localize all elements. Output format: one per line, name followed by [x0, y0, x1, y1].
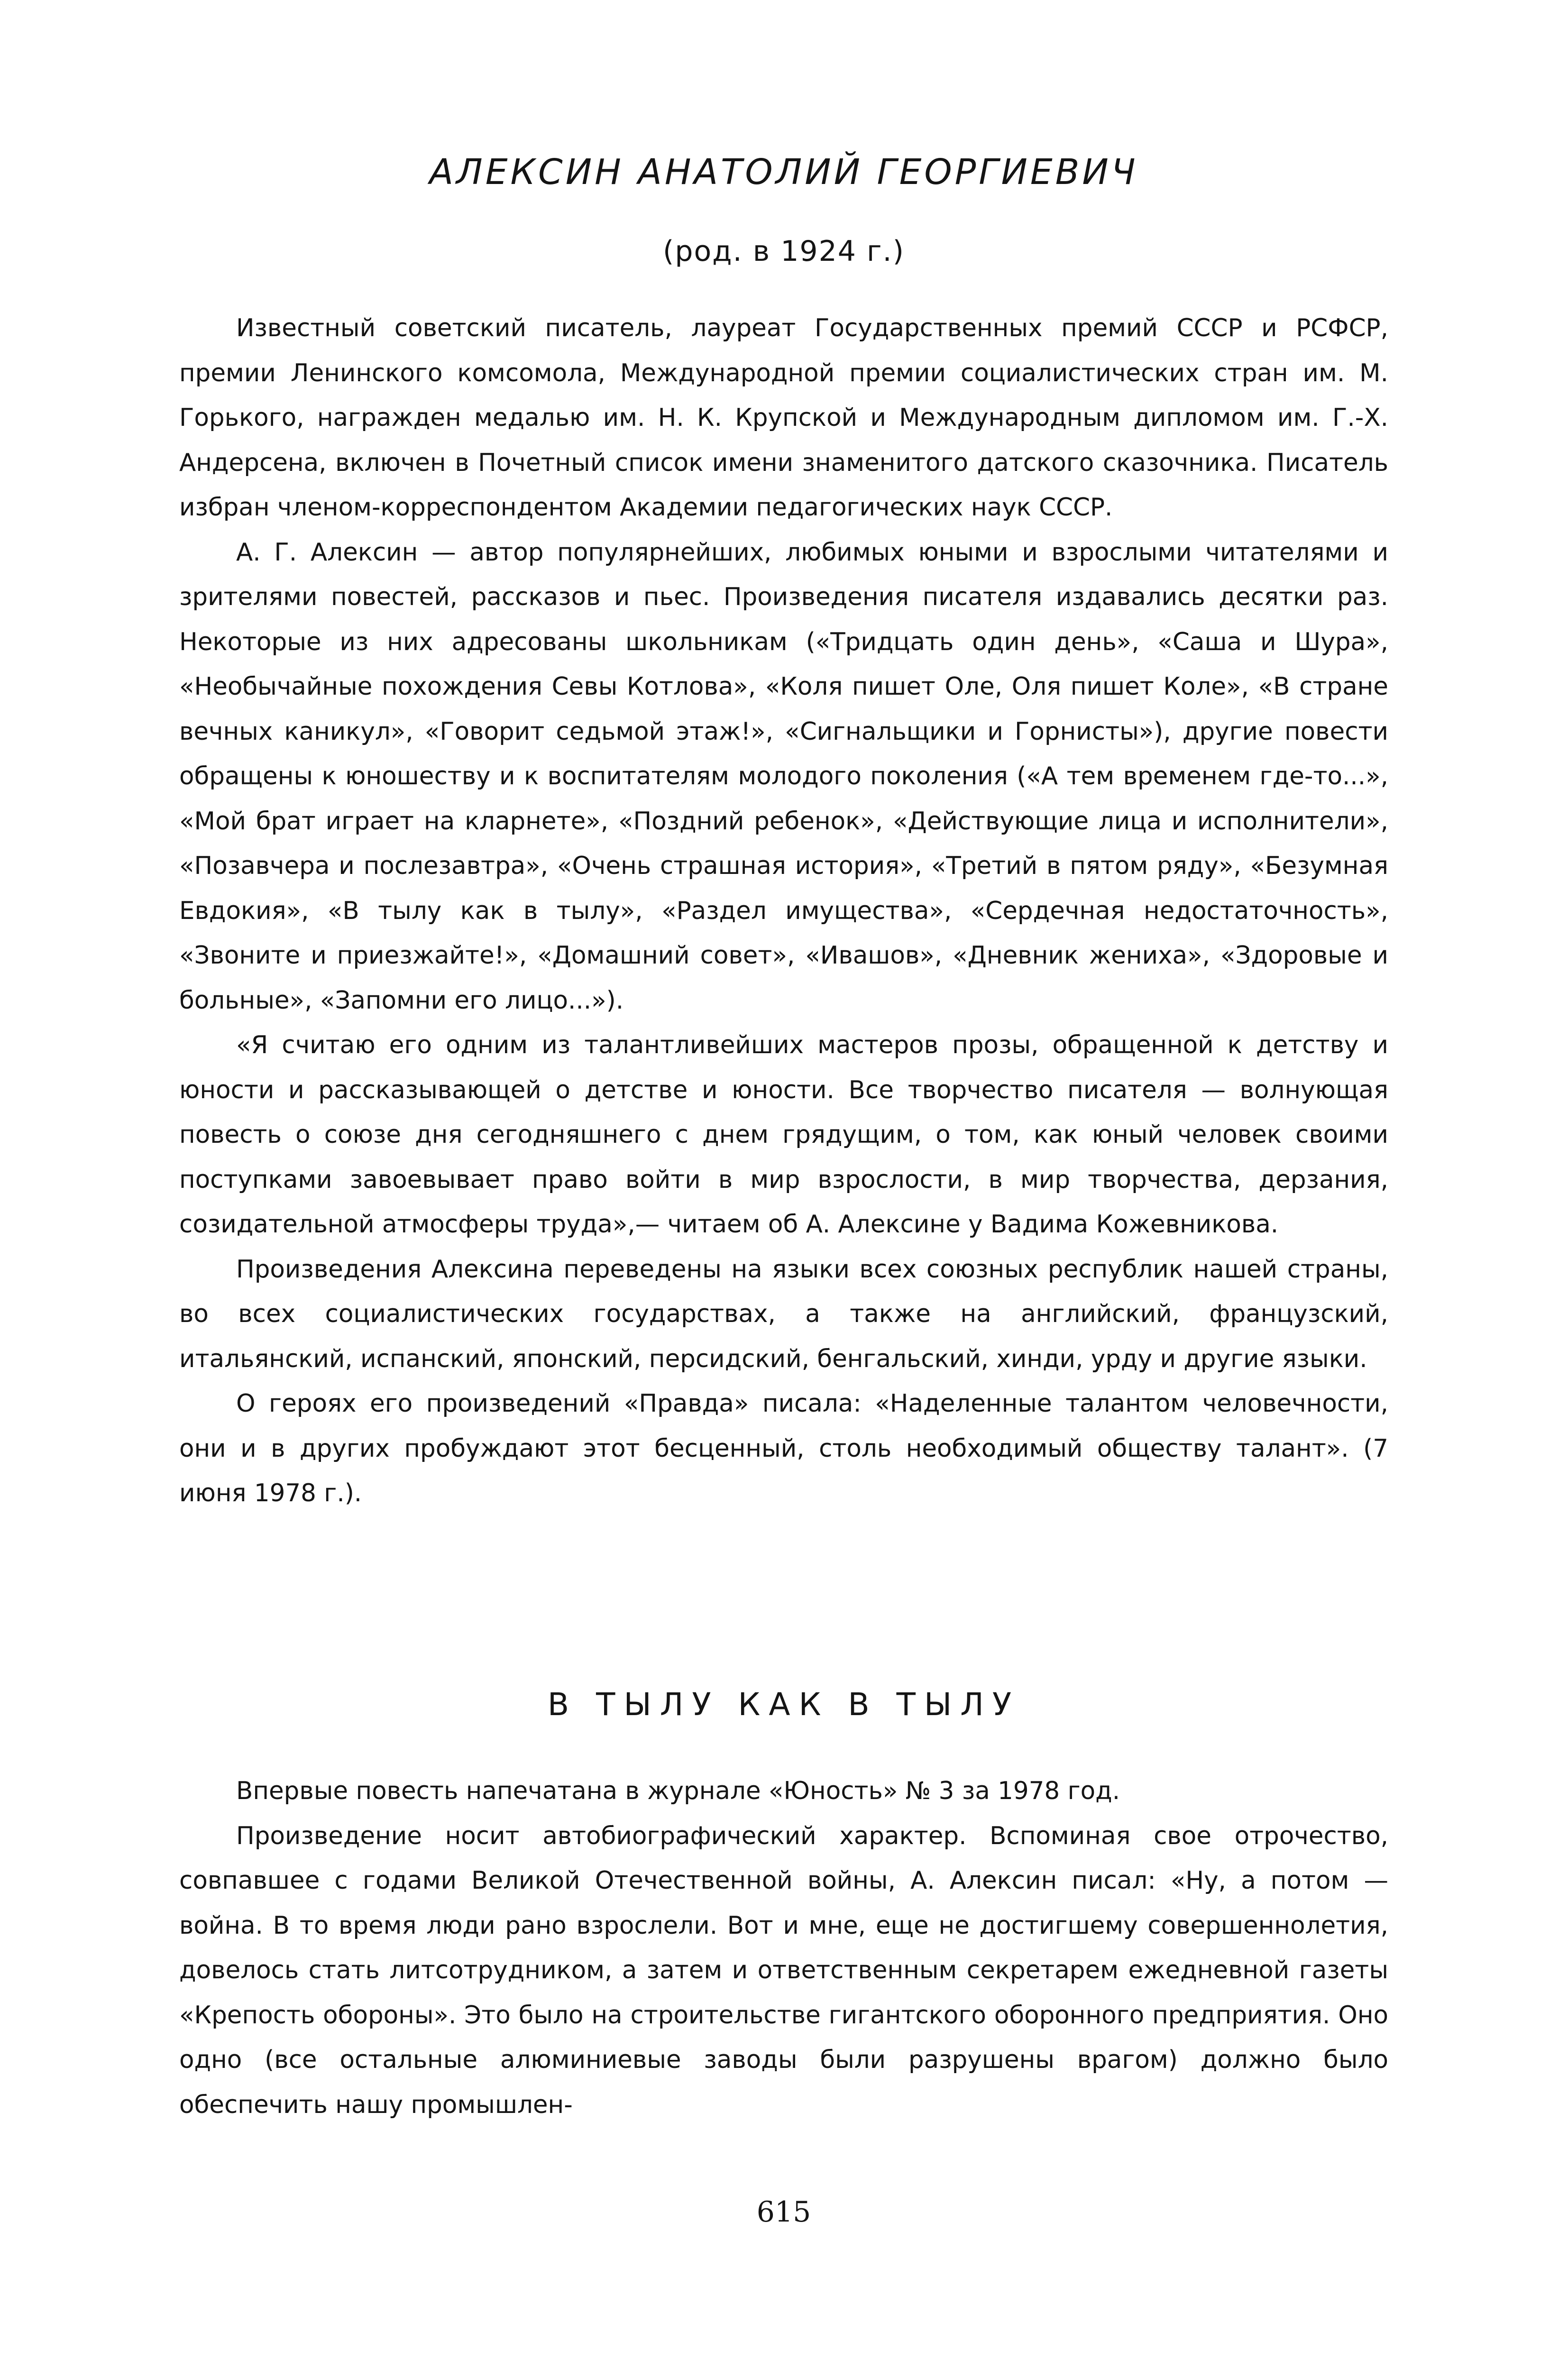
author-name-heading: АЛЕКСИН АНАТОЛИЙ ГЕОРГИЕВИЧ — [429, 152, 1138, 193]
work-note-paragraph: Произведение носит автобиографический характер. Вспоминая свое отрочество, совпавшее с годами Великой Отечественной войны, А. Алексин писал: «Ну, а потом — война. В то время люди рано взрослели. Вот и мне, еще не достигшему совершеннолетия, довелось стать литсотрудником, а затем и ответственным секретарем ежедневной газеты «Крепость обороны». Это было на строительстве гигантского оборонного предприятия. Оно одно (все остальные алюминиевые заводы были разрушены врагом) должно было обеспечить нашу промышлен- — [179, 1821, 1388, 2119]
biography-paragraph: Известный советский писатель, лауреат Государственных премий СССР и РСФСР, премии Ленинского комсомола, Международной премии социалистических стран им. М. Горького, награжден медалью им. Н. К. Крупской и Международным дипломом им. Г.-Х. Андерсена, включен в Почетный список имени знаменитого датского сказочника. Писатель избран членом-корреспондентом Академии педагогических наук СССР. — [179, 314, 1388, 522]
work-notes-section — [179, 1769, 1388, 2127]
biography-paragraph: «Я считаю его одним из талантливейших мастеров прозы, обращенной к детству и юности и рассказывающей о детстве и юности. Все творчество писателя — волнующая повесть о союзе дня сегодняшнего с днем грядущим, о том, как юный человек своими поступками завоевывает право войти в мир взрослости, в мир творчества, дерзания, созидательной атмосферы труда»,— читаем об А. Алексине у Вадима Кожевникова. — [179, 1031, 1388, 1239]
page-number: 615 — [756, 2195, 811, 2229]
biography-paragraph: А. Г. Алексин — автор популярнейших, любимых юными и взрослыми читателями и зрителями повестей, рассказов и пьес. Произведения писателя издавались десятки раз. Некоторые из них адресованы школьникам («Тридцать один день», «Саша и Шура», «Необычайные похождения Севы Котлова», «Коля пишет Оле, Оля пишет Коле», «В стране вечных каникул», «Говорит седьмой этаж!», «Сигнальщики и Горнисты»), другие повести обращены к юношеству и к воспитателям молодого поколения («А тем временем где-то...», «Мой брат играет на кларнете», «Поздний ребенок», «Действующие лица и исполнители», «Позавчера и послезавтра», «Очень страшная история», «Третий в пятом ряду», «Безумная Евдокия», «В тылу как в тылу», «Раздел имущества», «Сердечная недостаточность», «Звоните и приезжайте!», «Домашний совет», «Ивашов», «Дневник жениха», «Здоровые и больные», «Запомни его лицо...»). — [179, 538, 1388, 1015]
work-title-heading: В ТЫЛУ КАК В ТЫЛУ — [547, 1686, 1020, 1723]
biography-section — [179, 306, 1388, 1516]
biography-paragraph: Произведения Алексина переведены на языки всех союзных республик нашей страны, во всех социалистических государствах, а также на английский, французский, итальянский, испанский, японский, персидский, бенгальский, хинди, урду и другие языки. — [179, 1255, 1388, 1373]
biography-paragraph: О героях его произведений «Правда» писала: «Наделенные талантом человечности, они и в других пробуждают этот бесценный, столь необходимый обществу талант». (7 июня 1978 г.). — [179, 1389, 1388, 1507]
author-birth-year: (род. в 1924 г.) — [662, 235, 905, 268]
work-note-paragraph: Впервые повесть напечатана в журнале «Юность» № 3 за 1978 год. — [236, 1777, 1120, 1805]
